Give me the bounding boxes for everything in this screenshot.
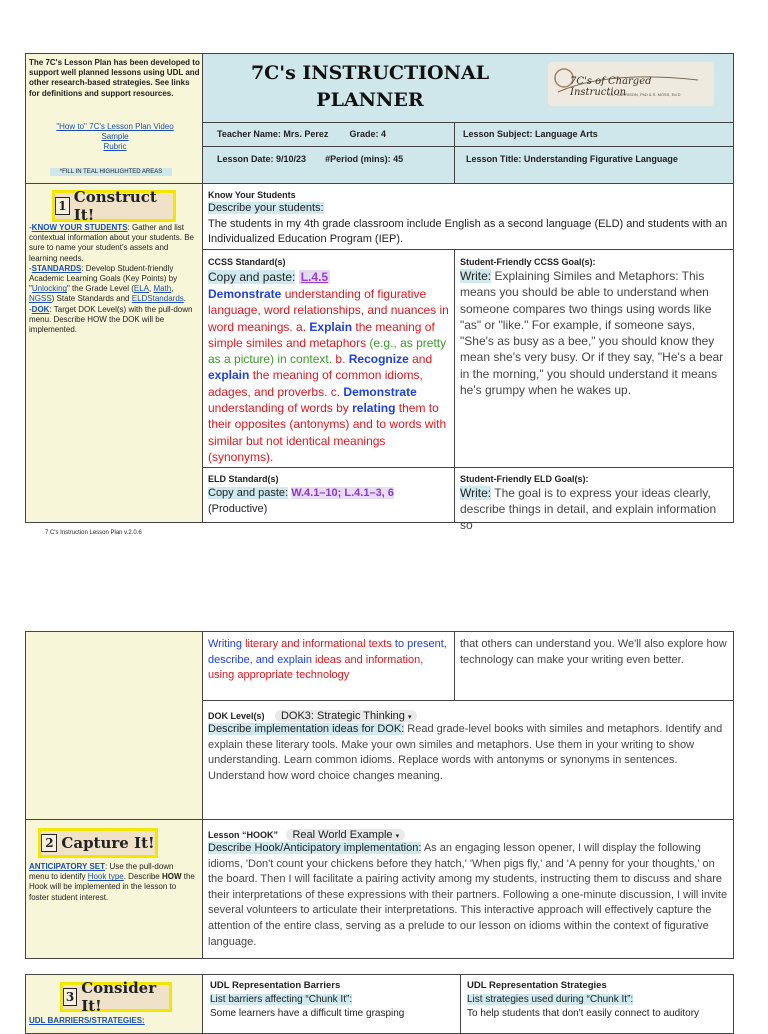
footer-version: 7 C's Instruction Lesson Plan v.2.0.6 [45,530,142,536]
chevron-down-icon: ▾ [395,833,400,840]
rubric-link[interactable]: Rubric [103,142,127,152]
ccss-goal-text[interactable]: Write: Explaining Similes and Metaphors: This means you should be able to understand when someone compares two things using words like "as" or "like." For example, if someone says, "She's as busy as a bee," you should know they mean she's very busy. Or if they say, "He's a bear in the morning," you should understand it means he's grumpy when he wakes up. [460,269,724,398]
udl-barriers-strategies-link[interactable]: UDL BARRIERS/STRATEGIES: [29,1016,145,1025]
dok-text: Read grade-level books with similes and metaphors. Identify and explain these literary tools. Make your own similes and metaphors. Use them in your writing to show understanding. Learn common idioms. Replace words with antonyms or synonyms in sentences. Understand how word choice changes meaning. [208,723,723,782]
ccss-heading: CCSS Standard(s) [208,257,286,267]
hook-type-link[interactable]: Hook type [87,872,124,882]
ccss-goal-prompt: Write: [460,269,492,283]
eld-codes[interactable]: W.4.1–10; L.4.1–3, 6 [291,487,394,499]
udl-strategies-prompt: List strategies used during “Chunk It”: [467,994,634,1005]
consider-badge-number: 3 [63,988,77,1006]
udl-barriers-heading: UDL Representation Barriers [210,980,341,991]
fill-note: *FILL IN TEAL HIGHLIGHTED AREAS [50,168,172,176]
dok-dropdown-value: DOK3: Strategic Thinking [280,710,405,722]
math-link[interactable]: Math [153,284,172,294]
date-value[interactable]: 9/10/23 [276,154,307,164]
date-period-cell [202,146,455,184]
left-panel-p2 [25,631,203,820]
intro-text: The 7C's Lesson Plan has been developed to support well planned lessons using UDL and other research-based strategies. See links for definitions and support resources. [29,58,200,98]
subject-label: Lesson Subject: [463,129,533,139]
unlocking-link[interactable]: Unlocking [31,284,67,294]
date-period [217,154,403,164]
know-students-body [208,201,728,248]
eld-writing-standard[interactable]: Writing literary and informational texts to present, describe, and explain ideas and information, using appropriate technology [208,638,447,682]
logo [548,62,714,106]
consider-badge-label: Consider It! [81,979,157,1015]
know-students-prompt: Describe your students: [208,202,324,214]
howto-links [29,122,201,153]
logo-subtext: C.L. GARRISON, PhD & S. MOSS, Ed.D [608,92,681,97]
ccss-goal-heading: Student-Friendly CCSS Goal(s): [460,257,596,267]
hook-dropdown[interactable] [286,829,405,841]
dok-prompt: Describe implementation ideas for DOK: [208,723,405,735]
planner-title-line2: PLANNER [316,89,424,111]
date-label: Lesson Date: [217,154,274,164]
udl-strategies-text: To help students that don't easily connect to auditory [467,1008,700,1019]
teacher-value[interactable]: Mrs. Perez [283,129,329,139]
eld-standards-link[interactable]: ELDStandards [131,294,184,304]
construct-badge-number: 1 [55,197,70,215]
hook-body[interactable] [208,841,730,950]
eld-goal-continued[interactable]: that others can understand you. We'll also explore how technology can make your writing even better. [460,638,727,666]
standards-link[interactable]: STANDARDS [31,263,82,273]
kys-text: : Gather and list contextual information about your students. Be sure to name your student's assets and learning needs. [29,223,194,263]
construct-instructions: -KNOW YOUR STUDENTS: Gather and list contextual information about your students. Be sure to name your student's assets and learning needs. -STANDARDS: Develop Student-friendly Academic Learning Goals (Key Points) by "Unlocking" the Grade Level (ELA, Math, NGSS) State Standards and ELDStandards. -DOK: Target DOK Level(s) with the pull-down menu. Describe HOW the DOK will be implemented. [29,223,194,335]
anticipatory-set-link[interactable]: ANTICIPATORY SET [29,862,106,871]
capture-it-badge [38,828,158,858]
hook-text: As an engaging lesson opener, I will display the following idioms, 'Don't count your chickens before they hatch,' 'When pigs fly,' and 'A penny for your thoughts,' on the board. Then I will facilitate a pairing activity among my students, instructing them to discuss and share their interpretations of these expressions with their partners. Following a one-minute discussion, I will invite several volunteers to articulate their interpretations. This interactive approach will effectively capture the attention of the entire class, serving as a prelude to our lesson on idioms within the context of figurative language. [208,842,728,948]
dok-instructions: : Target DOK Level(s) with the pull-down menu. Describe HOW the DOK will be implemented. [29,304,193,335]
eld-goal-text[interactable]: Write: The goal is to express your ideas clearly, describe things in detail, and explain information so [460,486,717,532]
eld-body [208,485,452,517]
standards-text-2: " the Grade Level ( [66,284,134,294]
grade-value[interactable]: 4 [380,129,386,139]
capture-badge-number: 2 [41,834,57,852]
teacher-label: Teacher Name: [217,129,281,139]
ccss-code[interactable]: L.4.5 [300,270,329,284]
ccss-standard-text[interactable]: Demonstrate understanding of figurative language, word relationships, and nuances in word meanings. a. Explain the meaning of simple similes and metaphors (e.g., as pretty as a picture) in context. b. Recognize and explain the meaning of common idioms, adages, and proverbs. c. Demonstrate understanding of words by relating them to their opposites (antonyms) and to words with similar but not identical meanings (synonyms). [208,287,449,464]
eld-prompt: Copy and paste: [208,487,289,499]
lesson-title-cell [454,146,734,184]
hook-dropdown-value: Real World Example [292,829,393,841]
udl-strategies-heading: UDL Representation Strategies [467,980,607,991]
ela-link[interactable]: ELA [133,284,149,294]
logo-text: 7C's of Charged Instruction [570,76,652,98]
udl-strategies-body[interactable] [467,993,732,1021]
lesson-title-value[interactable]: Understanding Figurative Language [523,154,678,164]
standards-text-1: : Develop Student-friendly Academic Learning Goals (Key Points) by " [29,263,178,294]
dok-dropdown[interactable] [275,710,418,722]
period-label: #Period (mins): [325,154,391,164]
grade-label: Grade: [349,129,379,139]
consider-it-badge [60,979,172,1015]
dok-link[interactable]: DOK [31,304,50,314]
subject-value[interactable]: Language Arts [535,129,598,139]
know-students-heading: Know Your Students [208,190,296,200]
dok-body[interactable] [208,722,730,784]
anticipatory-instructions: ANTICIPATORY SET: Use the pull-down menu to identify Hook type. Describe HOW the Hook will be implemented in the lesson to foster student interest. [29,862,195,902]
sample-link[interactable]: Sample [101,132,129,142]
eld-productive: (Productive) [208,503,268,515]
lesson-title [466,154,678,164]
lesson-title-label: Lesson Title: [466,154,522,164]
dok-heading: DOK Level(s) [208,711,265,721]
hook-heading: Lesson “HOOK” [208,830,279,840]
construct-it-badge [52,190,176,222]
eld-goal-prompt: Write: [460,486,492,500]
udl-barriers-prompt: List barriers affecting “Chunk It”: [210,994,353,1005]
eld-goal-heading: Student-Friendly ELD Goal(s): [460,474,589,484]
know-students-text[interactable]: The students in my 4th grade classroom include English as a second language (ELD) and students with an Individualized Education Program (IEP). [208,217,728,246]
teacher-grade [217,129,386,139]
udl-barriers-text: Some learners have a difficult time grasping [210,1008,405,1019]
ccss-prompt-line [208,270,330,284]
capture-badge-label: Capture It! [61,834,155,852]
know-your-students-link[interactable]: KNOW YOUR STUDENTS [31,223,128,232]
ccss-prompt: Copy and paste: [208,270,296,284]
chevron-down-icon: ▾ [407,714,412,721]
udl-barriers-body[interactable] [210,993,458,1021]
ngss-link[interactable]: NGSS [29,294,52,304]
period-value[interactable]: 45 [393,154,404,164]
planner-title-line1: 7C's INSTRUCTIONAL [250,62,490,84]
eld-heading: ELD Standard(s) [208,474,279,484]
standards-text-3: ) State Standards and [51,294,132,304]
subject [463,129,598,139]
hook-prompt: Describe Hook/Anticipatory implementation: [208,842,422,854]
construct-badge-label: Construct It! [73,188,157,224]
planner-title [225,60,515,114]
howto-video-link[interactable]: "How to" 7C's Lesson Plan Video [56,122,174,131]
